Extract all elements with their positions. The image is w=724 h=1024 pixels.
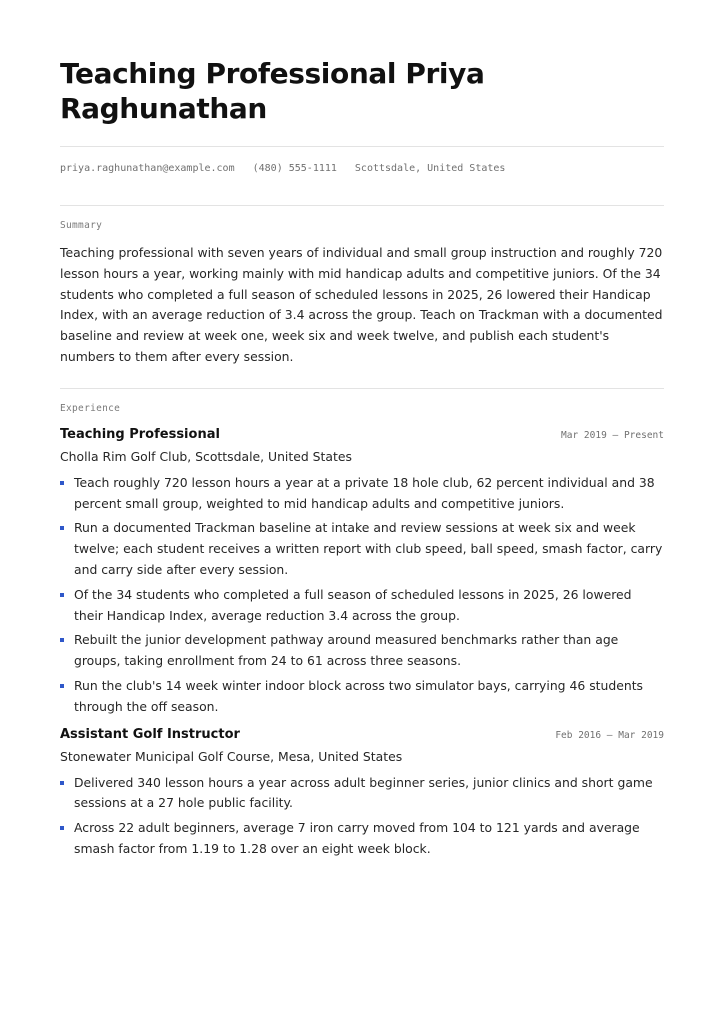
contact-phone[interactable]: (480) 555-1111 [252, 163, 337, 174]
bullet-square-icon [60, 684, 64, 688]
bullet-square-icon [60, 638, 64, 642]
bullet-item [60, 773, 664, 815]
bullet-text: Delivered 340 lesson hours a year across adult beginner series, junior clinics and short game sessions at a 27 hole public facility. [74, 774, 653, 811]
candidate-name: Teaching Professional Priya Raghunathan [60, 57, 485, 125]
job-title: Assistant Golf Instructor [60, 726, 240, 742]
bullet-text: Across 22 adult beginners, average 7 iron carry moved from 104 to 121 yards and average smash factor from 1.19 to 1.28 over an eight week block. [74, 820, 640, 856]
job-entry [60, 427, 664, 718]
summary-label: Summary [60, 220, 103, 231]
resume-page [60, 56, 664, 864]
bullet-item [60, 585, 664, 627]
bullet-square-icon [60, 781, 64, 785]
job-bullets [60, 773, 664, 860]
job-dates: Feb 2016 — Mar 2019 [555, 729, 664, 741]
bullet-item [60, 818, 664, 860]
job-title: Teaching Professional [60, 426, 220, 442]
bullet-square-icon [60, 526, 64, 530]
job-company: Cholla Rim Golf Club, Scottsdale, United States [60, 448, 352, 464]
bullet-square-icon [60, 826, 64, 830]
job-header [60, 427, 664, 447]
experience-label: Experience [60, 402, 121, 414]
bullet-square-icon [60, 481, 64, 485]
bullet-text: Run the club's 14 week winter indoor block across two simulator bays, carrying 46 students through the off season. [74, 677, 644, 714]
job-entry [60, 727, 664, 860]
summary-text: Teaching professional with seven years of individual and small group instruction and roughly 720 lesson hours a year, working mainly with mid handicap adults and competitive juniors. Of the 34 students who completed a full season of scheduled lessons in 2025, 26 lowered their Handicap Index, with an average reduction of 3.4 across the group. Teach on Trackman with a documented baseline and review at week one, week six and week twelve, and publish each student's numbers to them after every session. [60, 245, 663, 364]
bullet-text: Rebuilt the junior development pathway around measured benchmarks rather than age groups, taking enrollment from 24 to 61 across three seasons. [74, 632, 619, 669]
job-dates: Mar 2019 — Present [561, 429, 664, 441]
bullet-text: Teach roughly 720 lesson hours a year at a private 18 hole club, 62 percent individual and 38 percent small group, weighted to mid handicap adults and competitive juniors. [74, 474, 655, 511]
experience-section [60, 402, 664, 860]
bullet-text: Of the 34 students who completed a full season of scheduled lessons in 2025, 26 lowered their Handicap Index, average reduction 3.4 across the group. [74, 586, 632, 623]
job-header [60, 727, 664, 747]
bullet-square-icon [60, 593, 64, 597]
bullet-item [60, 676, 664, 718]
bullet-item [60, 473, 664, 515]
bullet-item [60, 518, 664, 580]
contact-line [60, 161, 664, 177]
contact-email[interactable]: priya.raghunathan@example.com [60, 163, 235, 174]
bullet-item [60, 630, 664, 672]
contact-divider [60, 205, 664, 206]
bullet-text: Run a documented Trackman baseline at intake and review sessions at week six and week twelve; each student receives a written report with club speed, ball speed, smash factor, carry and carry side after every session. [74, 520, 663, 577]
summary-divider [60, 388, 664, 389]
job-company: Stonewater Municipal Golf Course, Mesa, United States [60, 748, 403, 764]
header-divider [60, 146, 664, 147]
summary-section [60, 219, 664, 368]
job-bullets [60, 473, 664, 718]
contact-location: Scottsdale, United States [354, 163, 506, 174]
